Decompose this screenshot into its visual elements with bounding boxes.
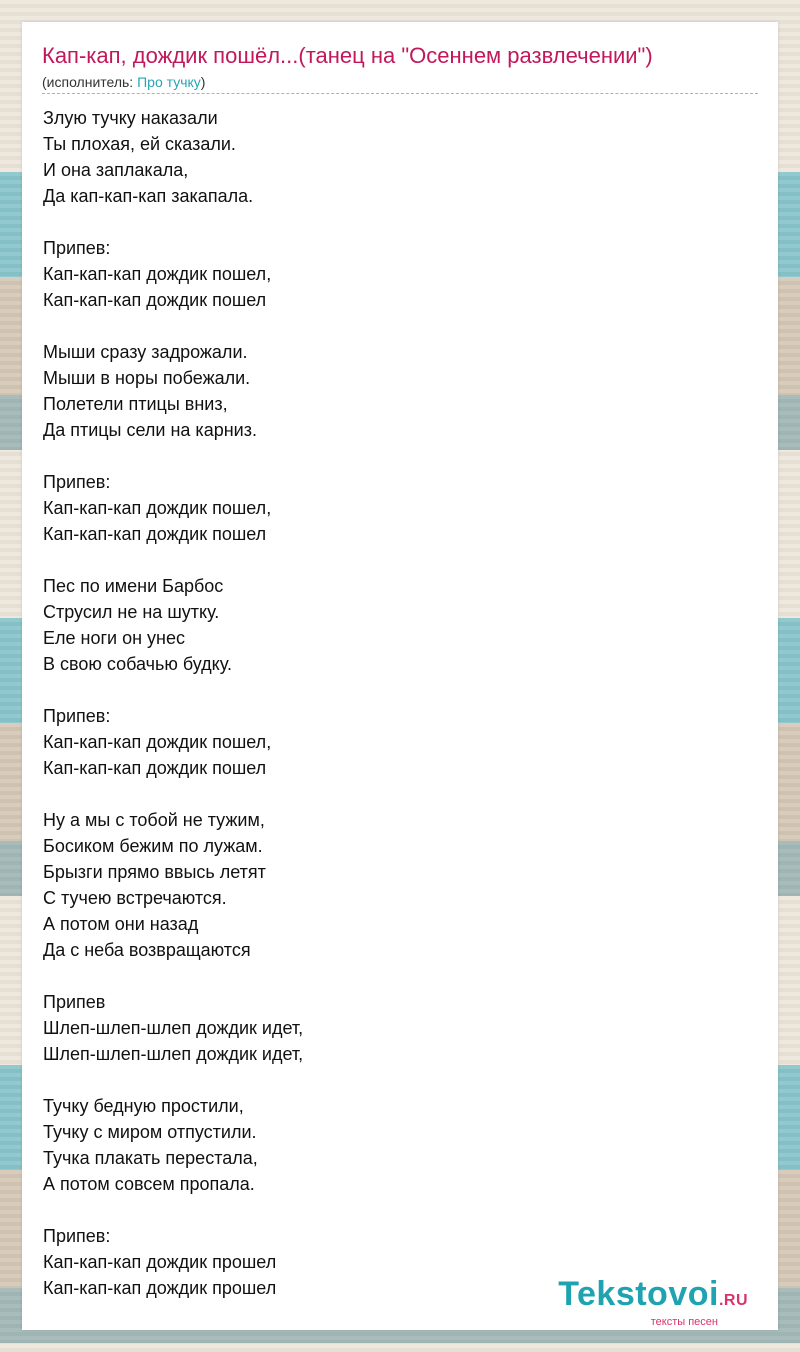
- lyric-line: Кап-кап-кап дождик пошел,: [43, 732, 272, 752]
- lyric-line: Пес по имени Барбос: [43, 576, 224, 596]
- lyric-line: Припев:: [43, 238, 111, 258]
- lyric-line: Ну а мы с тобой не тужим,: [43, 810, 265, 830]
- lyric-line: А потом они назад: [43, 914, 199, 934]
- logo-name: Tekstovoi: [558, 1275, 719, 1313]
- lyric-line: Тучку с миром отпустили.: [43, 1122, 257, 1142]
- logo-tld: .RU: [718, 1292, 748, 1309]
- lyric-line: Босиком бежим по лужам.: [43, 836, 263, 856]
- lyric-line: Припев:: [43, 472, 111, 492]
- lyric-line: Да с неба возвращаются: [43, 940, 251, 960]
- lyric-line: [43, 547, 303, 573]
- lyric-line: Кап-кап-кап дождик пошел,: [43, 264, 272, 284]
- performer-link[interactable]: Про тучку: [137, 74, 201, 90]
- lyric-line: Мыши в норы побежали.: [43, 368, 251, 388]
- lyric-line: С тучею встречаются.: [43, 888, 227, 908]
- lyrics-card: [22, 22, 778, 1330]
- lyric-line: [43, 313, 303, 339]
- lyric-line: Кап-кап-кап дождик пошел,: [43, 498, 272, 518]
- lyric-line: Припев:: [43, 1226, 111, 1246]
- lyric-line: [43, 781, 303, 807]
- lyric-line: [43, 209, 303, 235]
- lyric-line: Злую тучку наказали: [43, 108, 218, 128]
- lyric-line: И она заплакала,: [43, 160, 189, 180]
- lyric-line: Еле ноги он унес: [43, 628, 185, 648]
- lyrics-text: [43, 105, 303, 1301]
- lyric-line: Кап-кап-кап дождик пошел: [43, 524, 267, 544]
- lyric-line: Полетели птицы вниз,: [43, 394, 228, 414]
- performer-line: [42, 73, 205, 91]
- lyric-line: Кап-кап-кап дождик прошел: [43, 1252, 277, 1272]
- lyric-line: Кап-кап-кап дождик прошел: [43, 1278, 277, 1298]
- lyric-line: Шлеп-шлеп-шлеп дождик идет,: [43, 1018, 304, 1038]
- lyric-line: Струсил не на шутку.: [43, 602, 220, 622]
- lyric-line: Тучка плакать перестала,: [43, 1148, 258, 1168]
- lyric-line: Ты плохая, ей сказали.: [43, 134, 236, 154]
- lyric-line: Кап-кап-кап дождик пошел: [43, 758, 267, 778]
- site-logo[interactable]: [558, 1277, 748, 1328]
- lyric-line: Да кап-кап-кап закапала.: [43, 186, 254, 206]
- lyric-line: В свою собачью будку.: [43, 654, 232, 674]
- lyric-line: Припев:: [43, 706, 111, 726]
- lyric-line: Припев: [43, 992, 106, 1012]
- lyric-line: [43, 677, 303, 703]
- lyric-line: [43, 443, 303, 469]
- lyric-line: [43, 1067, 303, 1093]
- lyric-line: Да птицы сели на карниз.: [43, 420, 257, 440]
- lyric-line: Кап-кап-кап дождик пошел: [43, 290, 267, 310]
- lyric-line: А потом совсем пропала.: [43, 1174, 255, 1194]
- lyric-line: [43, 1197, 303, 1223]
- logo-wordmark: [558, 1277, 748, 1318]
- lyric-line: Шлеп-шлеп-шлеп дождик идет,: [43, 1044, 304, 1064]
- performer-suffix: ): [200, 74, 206, 90]
- song-title: Кап-кап, дождик пошёл...(танец на "Осеннем развлечении"): [42, 43, 653, 68]
- logo-tagline: тексты песен: [650, 1316, 718, 1328]
- lyric-line: Брызги прямо ввысь летят: [43, 862, 266, 882]
- lyric-line: Тучку бедную простили,: [43, 1096, 244, 1116]
- title-divider: [42, 93, 758, 94]
- lyric-line: [43, 963, 303, 989]
- lyric-line: Мыши сразу задрожали.: [43, 342, 248, 362]
- performer-prefix: (исполнитель:: [42, 74, 138, 90]
